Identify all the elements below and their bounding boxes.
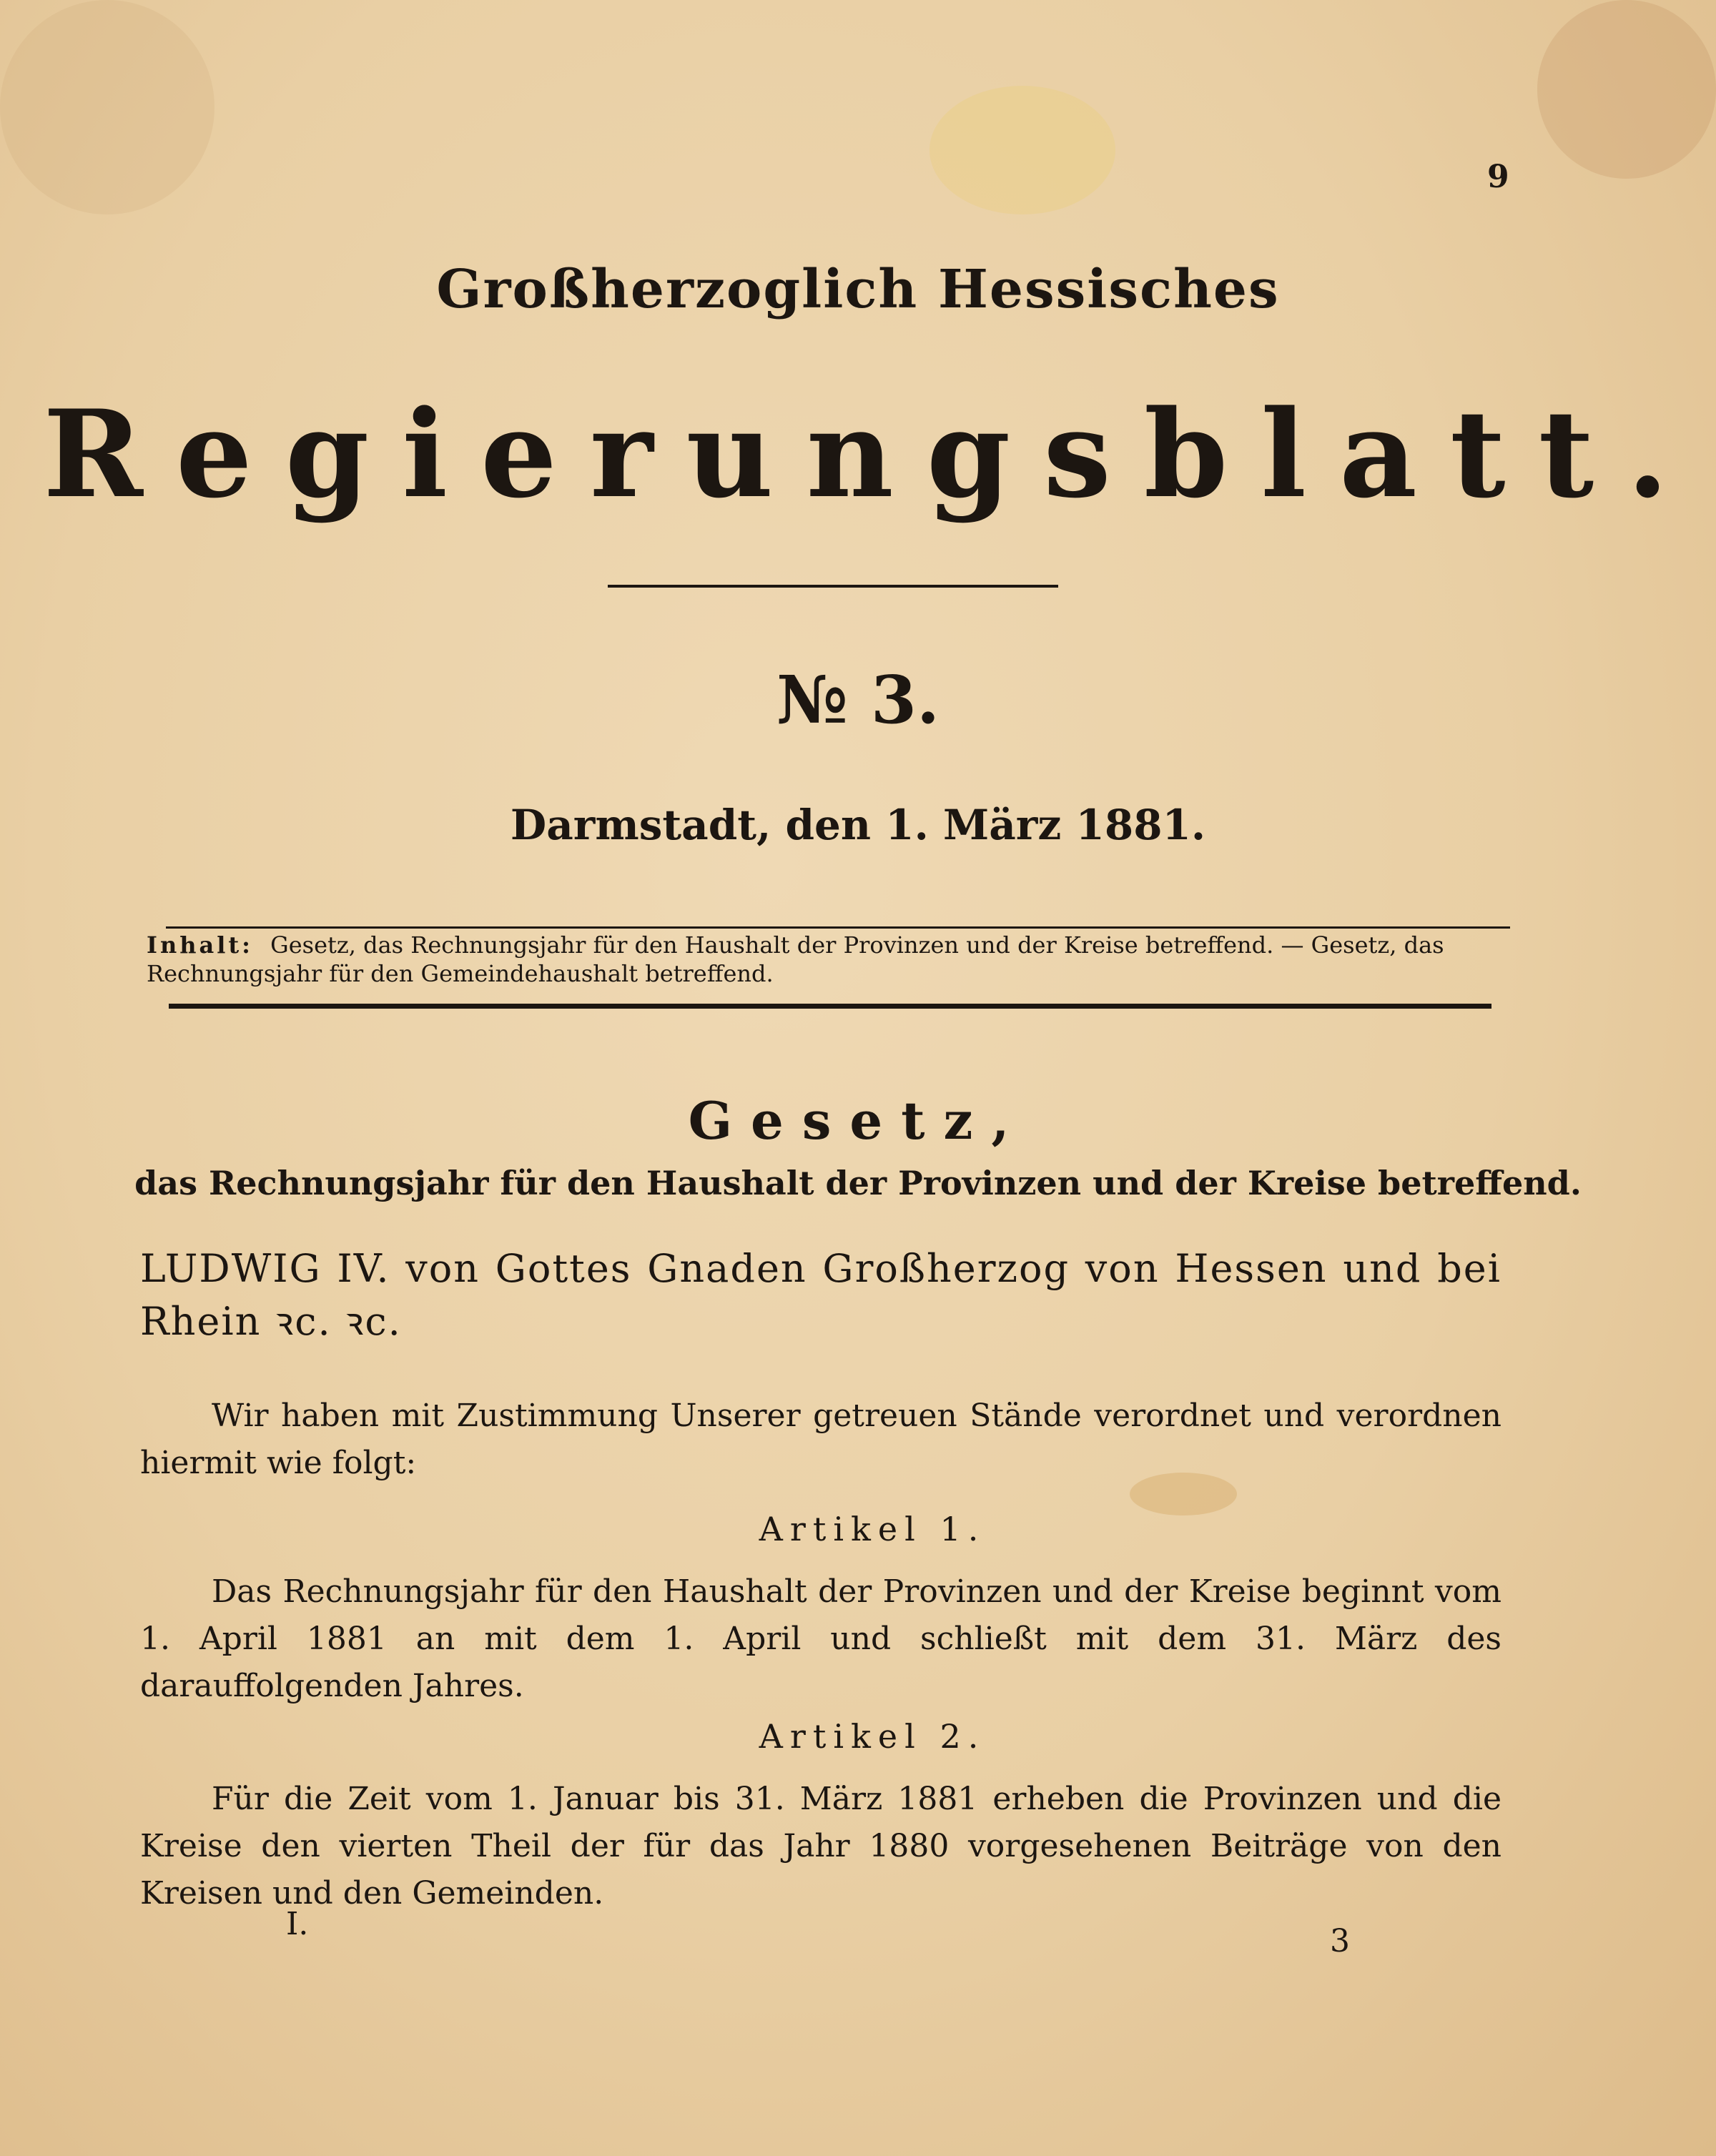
place-date: Darmstadt, den 1. März 1881. — [510, 801, 1206, 849]
preamble-text: LUDWIG IV. von Gottes Gnaden Großherzog von Hessen und bei Rhein ꝛc. ꝛc. — [140, 1246, 1502, 1344]
article-1-title: Artikel 1. — [759, 1510, 986, 1548]
article-2-title: Artikel 2. — [759, 1717, 986, 1756]
title-rule — [608, 585, 1058, 588]
issue-number: № 3. — [776, 661, 940, 738]
masthead-title: Regierungsblatt. — [43, 383, 1702, 525]
paper-stain — [930, 86, 1115, 214]
contents-top-rule — [166, 926, 1510, 929]
page-number: 9 — [1487, 159, 1509, 195]
signature-mark: I. — [286, 1906, 309, 1942]
article-2-text: Für die Zeit vom 1. Januar bis 31. März 1881 erheben die Provinzen und die Kreise den vierten Theil der für das Jahr 1880 vorgesehenen Beiträge von den Kreisen und den Gemeinden. — [140, 1781, 1502, 1912]
law-subheading: das Rechnungsjahr für den Haushalt der Provinzen und der Kreise betreffend. — [134, 1164, 1582, 1202]
article-1-text: Das Rechnungsjahr für den Haushalt der Provinzen und der Kreise beginnt vom 1. April 1881 an mit dem 1. April und schließt mit dem 31. März des darauffolgenden Jahres. — [140, 1573, 1502, 1704]
contents-text: Gesetz, das Rechnungsjahr für den Haushalt der Provinzen und der Kreise betreffend. — Gesetz, das Rechnungsjahr für den Gemeindehaushalt betreffend. — [147, 931, 1444, 987]
paper-stain — [1537, 0, 1716, 179]
paper-stain — [0, 0, 214, 214]
contents-bottom-rule — [169, 1004, 1491, 1009]
preamble — [140, 1242, 1502, 1348]
enactment-clause: Wir haben mit Zustimmung Unserer getreuen Stände verordnet und verordnen hiermit wie folgt: — [140, 1398, 1502, 1481]
contents-block — [147, 931, 1505, 988]
law-heading: Gesetz, — [688, 1090, 1028, 1151]
masthead-line: Großherzoglich Hessisches — [436, 259, 1280, 320]
contents-label: Inhalt: — [147, 931, 253, 959]
sheet-number: 3 — [1330, 1923, 1350, 1959]
